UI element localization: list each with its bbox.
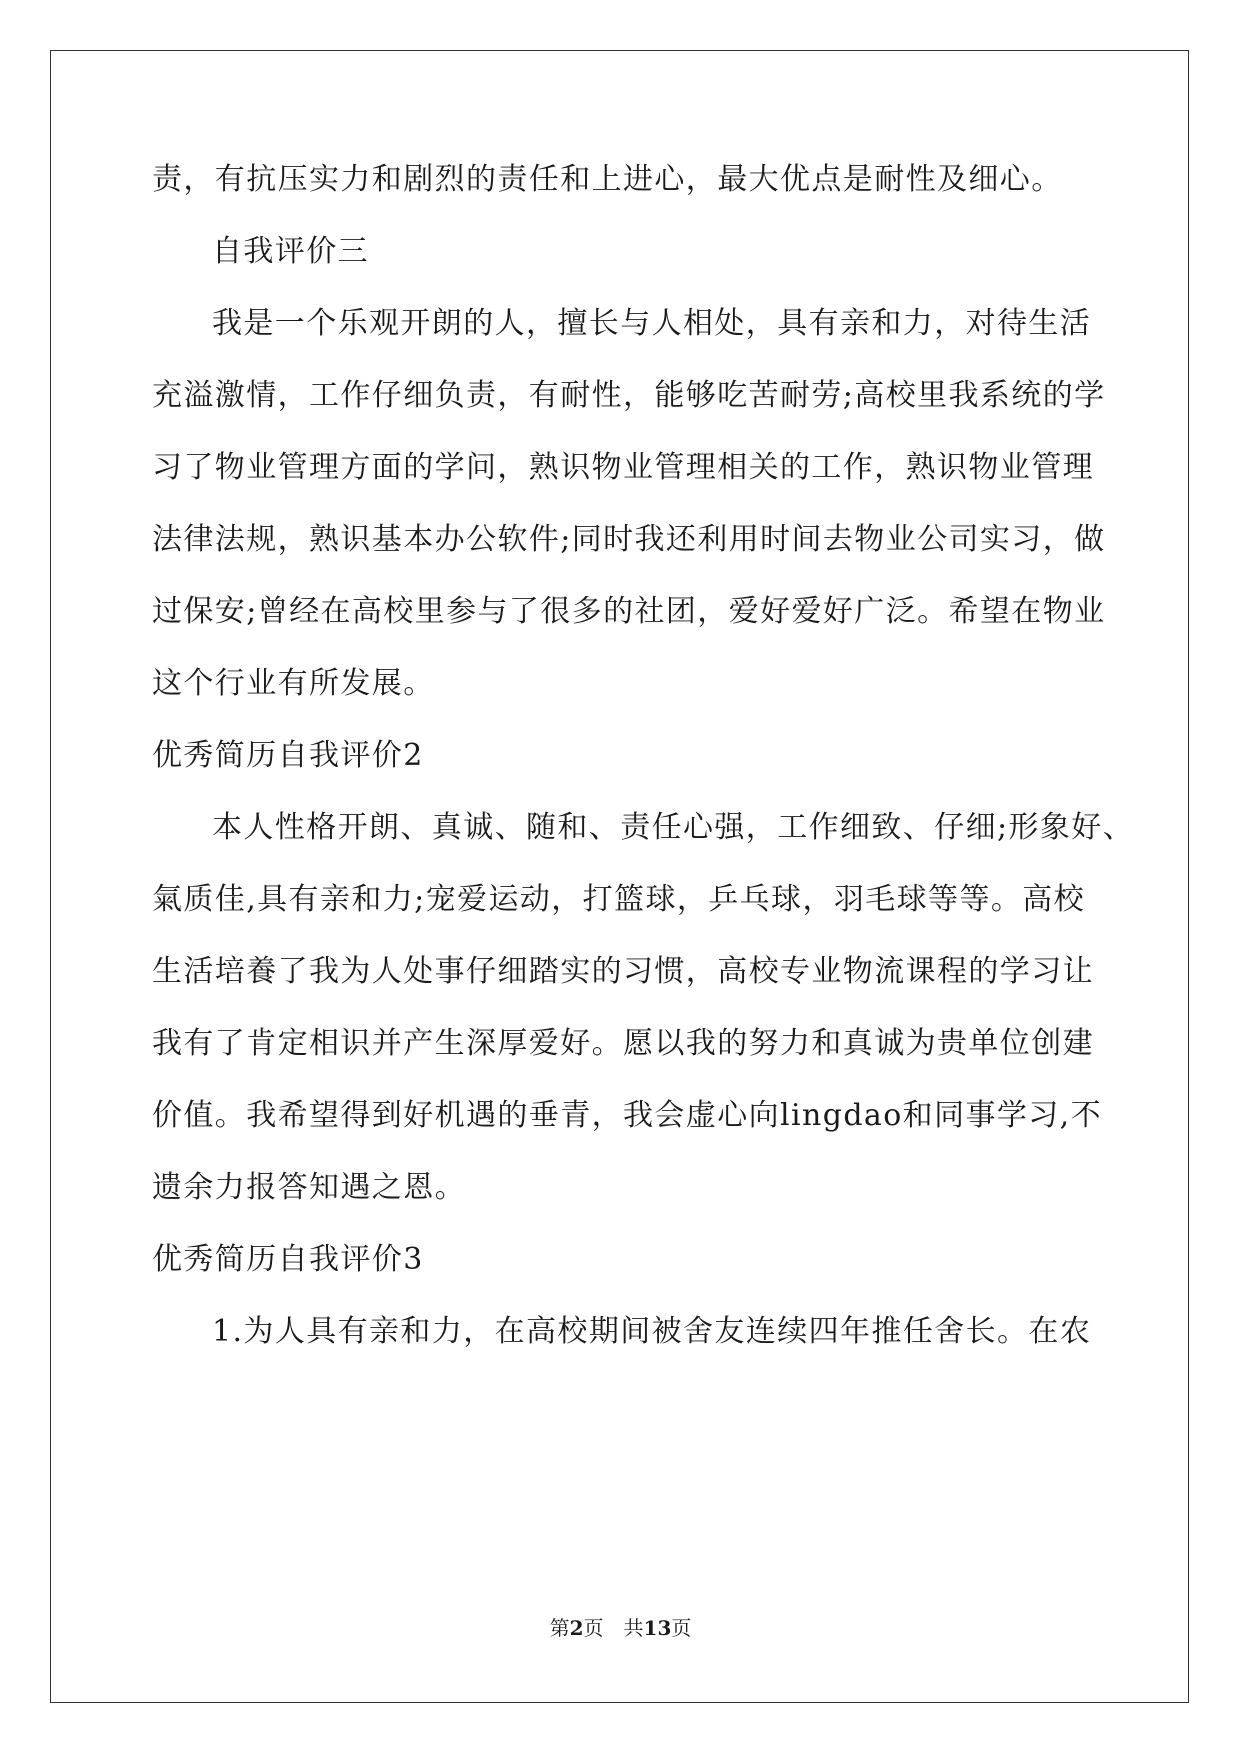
page-footer [0, 1616, 1241, 1640]
paragraph-line: 生活培養了我为人处事仔细踏实的习惯，高校专业物流课程的学习让 [152, 954, 1094, 989]
paragraph-line: 过保安;曾经在高校里参与了很多的社团，爱好爱好广泛。希望在物业 [152, 594, 1106, 629]
page-prefix: 第 [549, 1616, 570, 1640]
section-heading: 自我评价三 [212, 234, 369, 269]
paragraph-line: 我是一个乐观开朗的人，擅长与人相处，具有亲和力，对待生活 [212, 306, 1092, 341]
paragraph-line: 责，有抗压实力和剧烈的责任和上进心，最大优点是耐性及细心。 [152, 162, 1063, 197]
section-heading: 优秀简历自我评价2 [152, 738, 424, 773]
section-heading: 优秀简历自我评价3 [152, 1242, 424, 1277]
paragraph-line: 遗余力报答知遇之恩。 [152, 1170, 466, 1205]
page-border [50, 50, 1189, 1703]
paragraph-line: 我有了肯定相识并产生深厚爱好。愿以我的努力和真诚为贵单位创建 [152, 1026, 1094, 1061]
page-mid: 页 共 [583, 1616, 644, 1640]
page-suffix: 页 [671, 1616, 692, 1640]
paragraph-line: 氣质佳,具有亲和力;宠爱运动，打篮球，乒乓球，羽毛球等等。高校 [152, 882, 1086, 917]
paragraph-line: 习了物业管理方面的学问，熟识物业管理相关的工作，熟识物业管理 [152, 450, 1094, 485]
paragraph-line: 这个行业有所发展。 [152, 666, 435, 701]
page-current-number: 2 [569, 1616, 584, 1640]
paragraph-line: 价值。我希望得到好机遇的垂青，我会虚心向lingdao和同事学习,不 [152, 1098, 1103, 1133]
page-total-number: 13 [643, 1616, 672, 1640]
paragraph-line: 法律法规，熟识基本办公软件;同时我还利用时间去物业公司实习，做 [152, 522, 1106, 557]
paragraph-line: 1.为人具有亲和力，在高校期间被舍友连续四年推任舍长。在农 [212, 1314, 1092, 1349]
paragraph-line: 本人性格开朗、真诚、随和、责任心强，工作细致、仔细;形象好、 [212, 810, 1135, 845]
paragraph-line: 充溢激情，工作仔细负责，有耐性，能够吃苦耐劳;高校里我系统的学 [152, 378, 1106, 413]
